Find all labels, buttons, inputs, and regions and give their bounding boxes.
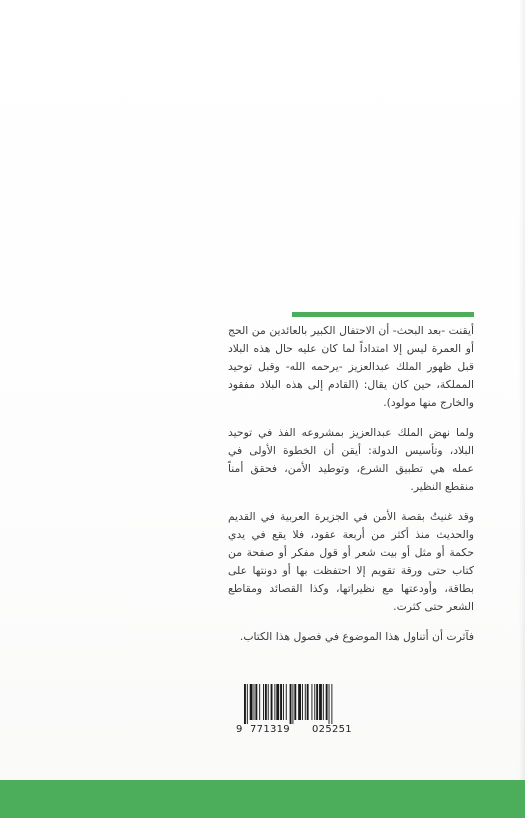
barcode-bar	[323, 684, 324, 720]
barcode-bars	[236, 684, 366, 724]
barcode-number	[236, 724, 376, 738]
barcode-bar	[255, 684, 257, 720]
blurb-paragraph-2: ولما نهض الملك عبدالعزيز بمشروعه الفذ في توحيد البلاد، وتأسيس الدولة: أيقن أن الخطوة الأولى في عمله هي تطبيق الشرع، وتوطيد الأمن، فحقق أمناً منقطع النظير.	[228, 426, 474, 493]
barcode-bar	[286, 684, 287, 720]
barcode-bar	[316, 684, 318, 720]
barcode-bar	[244, 684, 246, 724]
accent-rule	[292, 312, 474, 317]
barcode-bar	[290, 684, 292, 724]
barcode-bar	[307, 684, 309, 720]
barcode-bar	[274, 684, 275, 720]
barcode-bar	[292, 684, 293, 724]
barcode-bar	[263, 684, 264, 720]
barcode-bar	[283, 684, 284, 720]
barcode-bar	[259, 684, 260, 720]
barcode-bar	[268, 684, 269, 720]
back-cover-blurb	[228, 322, 474, 646]
barcode-bar	[250, 684, 253, 720]
barcode-bar	[319, 684, 322, 720]
barcode-left-group: 771319	[250, 724, 290, 735]
barcode-bar	[276, 684, 279, 720]
barcode-bar	[326, 684, 328, 720]
barcode-first-digit: 9	[236, 724, 243, 735]
barcode-bar	[254, 684, 255, 720]
blurb-paragraph-4: فآثرت أن أتناول هذا الموضوع في فصول هذا الكتاب.	[239, 630, 474, 643]
barcode-bar	[271, 684, 273, 720]
barcode-right-group: 025251	[312, 724, 352, 735]
bottom-green-band	[0, 780, 525, 818]
barcode-bar	[329, 684, 330, 724]
barcode-bar	[280, 684, 282, 720]
blurb-paragraph-1: أيقنت -بعد البحث- أن الاحتفال الكبير بالعائدين من الحج أو العمرة ليس إلا امتداداً لما كان عليه حال هذه البلاد قبل ظهور الملك عبدالعزيز -يرحمه الله- وقبل توحيد المملكة، حين كان يقال: (القادم إلى هذه البلاد مفقود والخارج منها مولود).	[228, 324, 474, 409]
barcode-bar	[294, 684, 296, 720]
barcode-bar	[311, 684, 312, 720]
blurb-paragraph-3: وقد غنيتُ بقصة الأمن في الجزيرة العربية في القديم والحديث منذ أكثر من أربعة عقود، فلا يقع في يدي حكمة أو مثل أو بيت شعر أو قول مفكر أو صفحة من كتاب حتى ورقة تقويم إلا احتفظت بها أو دونتها على بطاقة، وأودعتها مع نظيراتها، وكذا القصائد ومقاطع الشعر حتى كثرت.	[228, 510, 474, 613]
barcode-bar	[265, 684, 267, 720]
barcode-bar	[331, 684, 332, 724]
barcode-bar	[247, 684, 248, 724]
barcode-bar	[298, 684, 301, 720]
barcode-bar	[305, 684, 306, 720]
barcode-bar	[314, 684, 315, 720]
barcode-bar	[302, 684, 303, 720]
scan-edge-shadow	[519, 0, 525, 818]
